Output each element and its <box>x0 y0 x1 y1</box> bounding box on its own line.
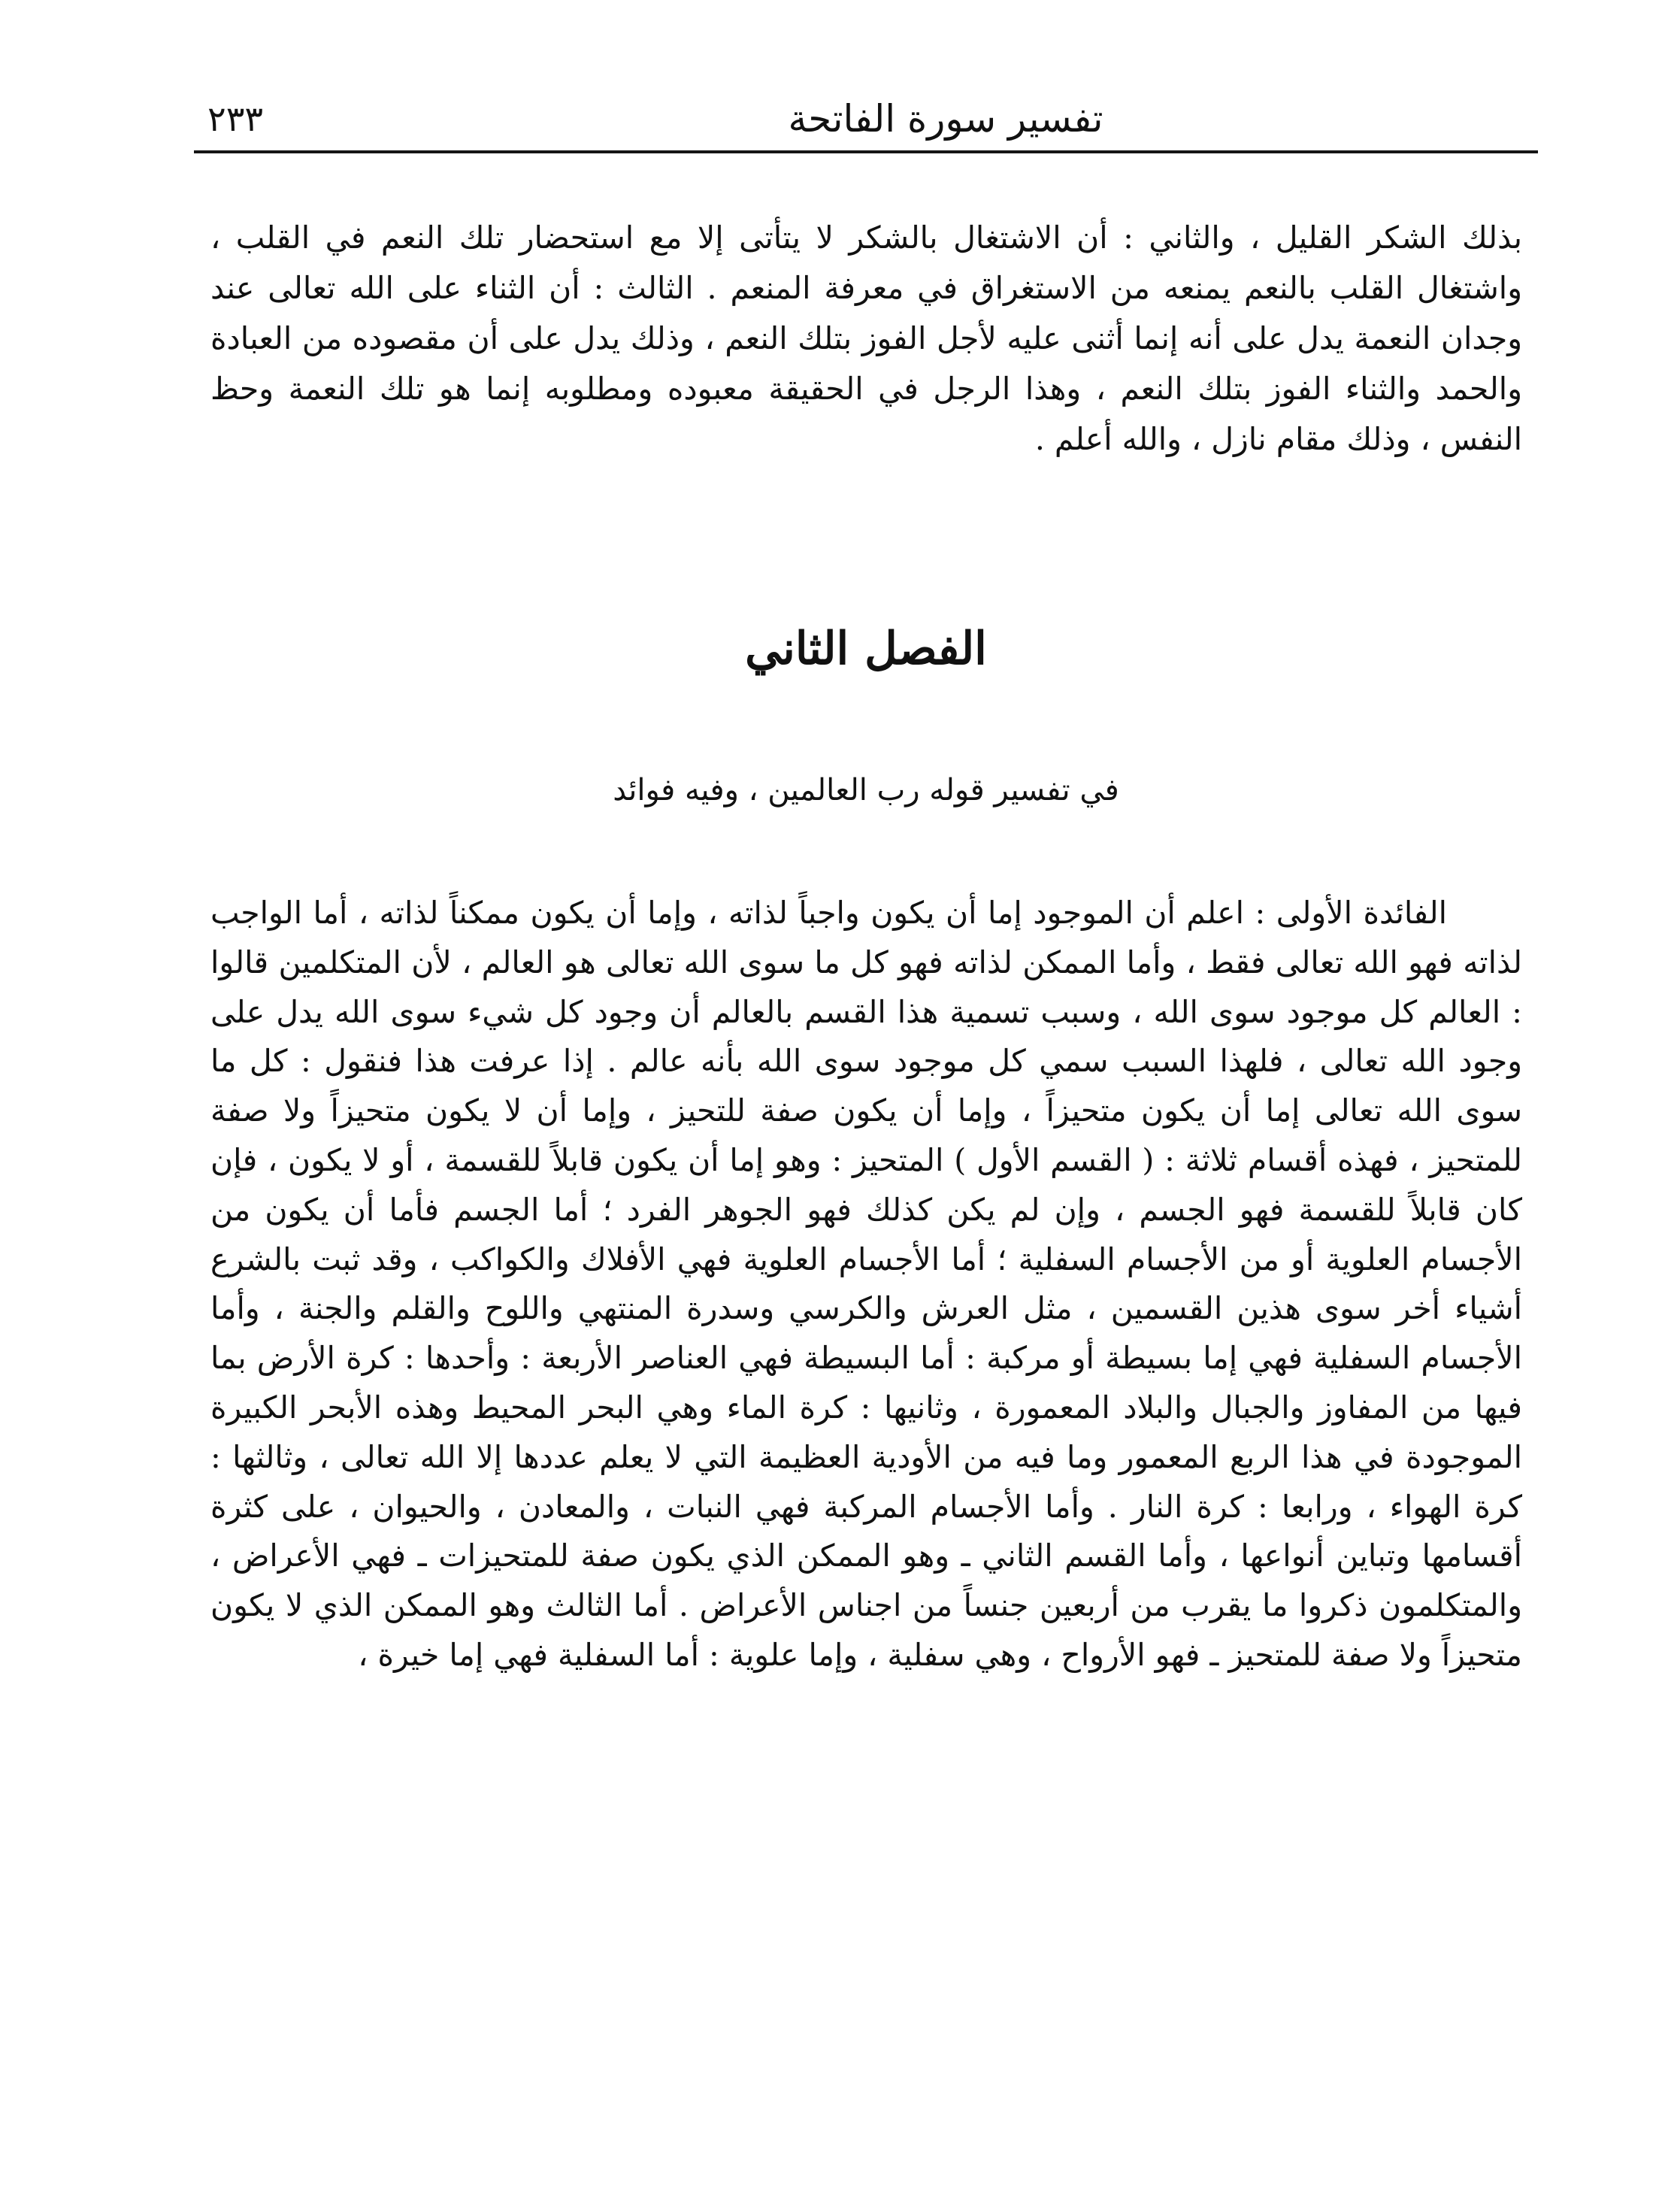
running-header-title: تفسير سورة الفاتحة <box>788 97 1103 141</box>
header-rule <box>194 150 1538 153</box>
body-paragraph-1: بذلك الشكر القليل ، والثاني : أن الاشتغال بالشكر لا يتأتى إلا مع استحضار تلك النعم في القلب ، واشتغال القلب بالنعم يمنعه من الاستغراق في معرفة المنعم . الثالث : أن الثناء على الله تعالى عند وجدان النعمة يدل على أنه إنما أثنى عليه لأجل الفوز بتلك النعم ، وذلك يدل على أن مقصوده من العبادة والحمد والثناء الفوز بتلك النعم ، وهذا الرجل في الحقيقة معبوده ومطلوبه إنما هو تلك النعمة وحظ النفس ، وذلك مقام نازل ، والله أعلم . <box>210 220 1522 457</box>
page-number: ٢٣٣ <box>207 98 264 139</box>
section-heading: الفصل الثاني <box>745 623 987 675</box>
running-header <box>194 89 1538 153</box>
body-paragraph-2: الفائدة الأولى : اعلم أن الموجود إما أن يكون واجباً لذاته ، وإما أن يكون ممكناً لذاته ، أما الواجب لذاته فهو الله تعالى فقط ، وأما الممكن لذاته فهو كل ما سوى الله تعالى هو العالم ، لأن المتكلمين قالوا : العالم كل موجود سوى الله ، وسبب تسمية هذا القسم بالعالم أن وجود كل شيء سوى الله يدل على وجود الله تعالى ، فلهذا السبب سمي كل موجود سوى الله بأنه عالم . إذا عرفت هذا فنقول : كل ما سوى الله تعالى إما أن يكون متحيزاً ، وإما أن يكون صفة للتحيز ، وإما أن لا يكون متحيزاً ولا صفة للمتحيز ، فهذه أقسام ثلاثة : ( القسم الأول ) المتحيز : وهو إما أن يكون قابلاً للقسمة ، أو لا يكون ، فإن كان قابلاً للقسمة فهو الجسم ، وإن لم يكن كذلك فهو الجوهر الفرد ؛ أما الجسم فأما أن يكون من الأجسام العلوية أو من الأجسام السفلية ؛ أما الأجسام العلوية فهي الأفلاك والكواكب ، وقد ثبت بالشرع أشياء أخر سوى هذين القسمين ، مثل العرش والكرسي وسدرة المنتهي واللوح والقلم والجنة ، وأما الأجسام السفلية فهي إما بسيطة أو مركبة : أما البسيطة فهي العناصر الأربعة : وأحدها : كرة الأرض بما فيها من المفاوز والجبال والبلاد المعمورة ، وثانيها : كرة الماء وهي البحر المحيط وهذه الأبحر الكبيرة الموجودة في هذا الربع المعمور وما فيه من الأودية العظيمة التي لا يعلم عددها إلا الله تعالى ، وثالثها : كرة الهواء ، ورابعا : كرة النار . وأما الأجسام المركبة فهي النبات ، والمعادن ، والحيوان ، على كثرة أقسامها وتباين أنواعها ، وأما القسم الثاني ـ وهو الممكن الذي يكون صفة للمتحيزات ـ فهي الأعراض ، والمتكلمون ذكروا ما يقرب من أربعين جنساً من اجناس الأعراض . أما الثالث وهو الممكن الذي لا يكون متحيزاً ولا صفة للمتحيز ـ فهو الأرواح ، وهي سفلية ، وإما علوية : أما السفلية فهي إما خيرة ، <box>210 895 1522 1673</box>
section-subtitle: في تفسير قوله رب العالمين ، وفيه فوائد <box>613 773 1119 808</box>
